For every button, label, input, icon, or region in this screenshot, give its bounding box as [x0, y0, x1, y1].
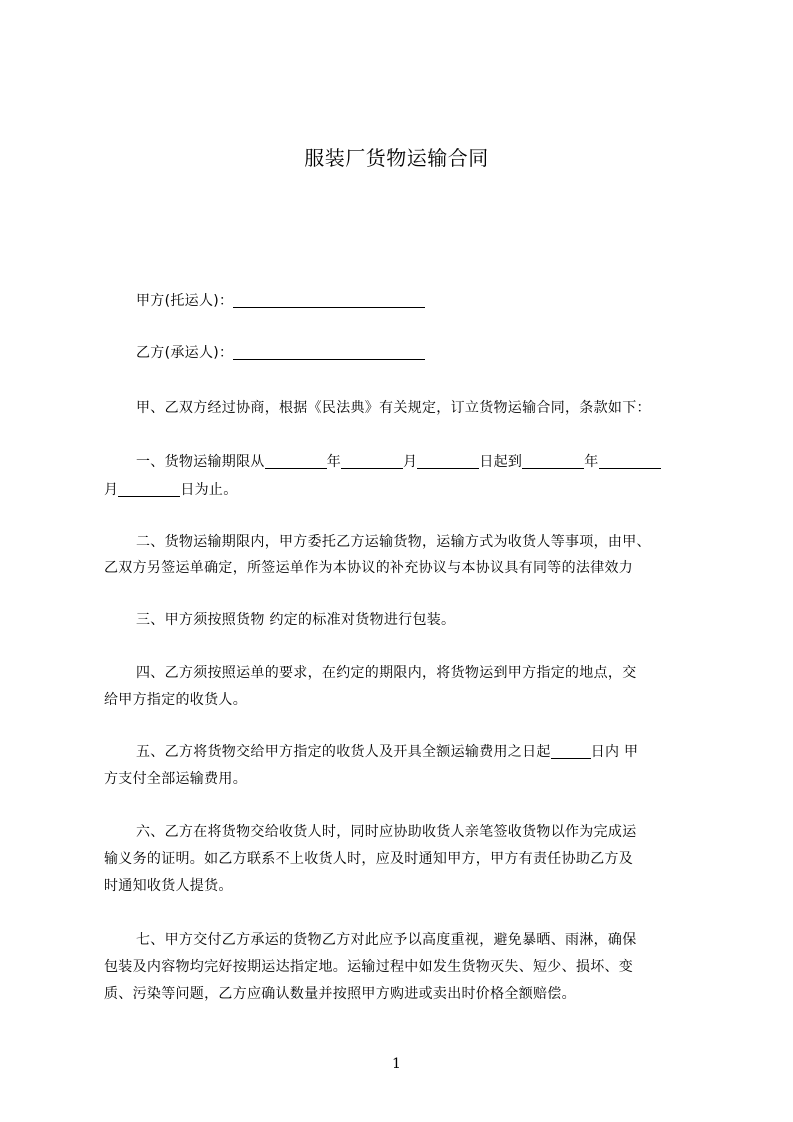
start-month-label: 月 — [403, 454, 418, 470]
start-month-blank[interactable] — [341, 454, 403, 469]
clause-2-line-2: 乙双方另签运单确定，所签运单作为本协议的补充协议与本协议具有同等的法律效力 — [104, 560, 634, 576]
page-number: 1 — [392, 1056, 401, 1072]
start-day-blank[interactable] — [417, 454, 479, 469]
end-month-blank[interactable] — [599, 454, 661, 469]
document-title: 服装厂货物运输合同 — [304, 146, 489, 170]
party-a-line — [136, 291, 736, 311]
clause-7-line-1: 七、甲方交付乙方承运的货物乙方对此应予以高度重视，避免暴晒、雨淋，确保 — [136, 932, 637, 948]
end-year-blank[interactable] — [522, 454, 584, 469]
party-a-blank[interactable] — [233, 293, 425, 308]
party-b-line — [136, 343, 736, 363]
party-b-blank[interactable] — [233, 345, 425, 360]
clause-6-line-3: 时通知收货人提货。 — [104, 878, 233, 894]
payment-days-blank[interactable] — [551, 744, 591, 759]
end-year-label: 年 — [584, 454, 599, 470]
clause-6-line-2: 输义务的证明。如乙方联系不上收货人时，应及时通知甲方，甲方有责任协助乙方及 — [104, 851, 634, 867]
start-day-label: 日起到 — [479, 454, 523, 470]
start-year-blank[interactable] — [265, 454, 327, 469]
clause-4-line-2: 给甲方指定的收货人。 — [104, 692, 247, 708]
clause-3-line-1: 三、甲方须按照货物 约定的标准对货物进行包装。 — [136, 612, 456, 628]
clause-5-line-1 — [136, 742, 736, 762]
party-a-label: 甲方(托运人)： — [136, 293, 234, 309]
clause-5-text-a: 五、乙方将货物交给甲方指定的收货人及开具全额运输费用之日起 — [136, 744, 551, 760]
clause-7-line-3: 质、污染等问题，乙方应确认数量并按照甲方购进或卖出时价格全额赔偿。 — [104, 986, 576, 1002]
end-month-label: 月 — [104, 482, 119, 498]
end-day-blank[interactable] — [118, 482, 180, 497]
clause-1-line-1 — [136, 452, 736, 472]
clause-7-line-2: 包装及内容物均完好按期运达指定地。运输过程中如发生货物灭失、短少、损坏、变 — [104, 959, 634, 975]
clause-5-line-2: 方支付全部运输费用。 — [104, 771, 247, 787]
clause-2-line-1: 二、货物运输期限内，甲方委托乙方运输货物，运输方式为收货人等事项，由甲、 — [136, 534, 651, 550]
clause-6-line-1: 六、乙方在将货物交给收货人时，同时应协助收货人亲笔签收货物以作为完成运 — [136, 824, 637, 840]
intro-paragraph: 甲、乙双方经过协商，根据《民法典》有关规定，订立货物运输合同，条款如下： — [136, 400, 651, 416]
start-year-label: 年 — [326, 454, 342, 470]
clause-4-line-1: 四、乙方须按照运单的要求，在约定的期限内，将货物运到甲方指定的地点，交 — [136, 665, 637, 681]
party-b-label: 乙方(承运人)： — [136, 345, 234, 361]
clause-1-text-end: 日为止。 — [180, 482, 238, 498]
clause-5-text-b: 日内 甲 — [590, 744, 639, 760]
clause-1-text-start: 一、货物运输期限从 — [136, 454, 265, 470]
clause-1-line-2 — [104, 480, 704, 500]
